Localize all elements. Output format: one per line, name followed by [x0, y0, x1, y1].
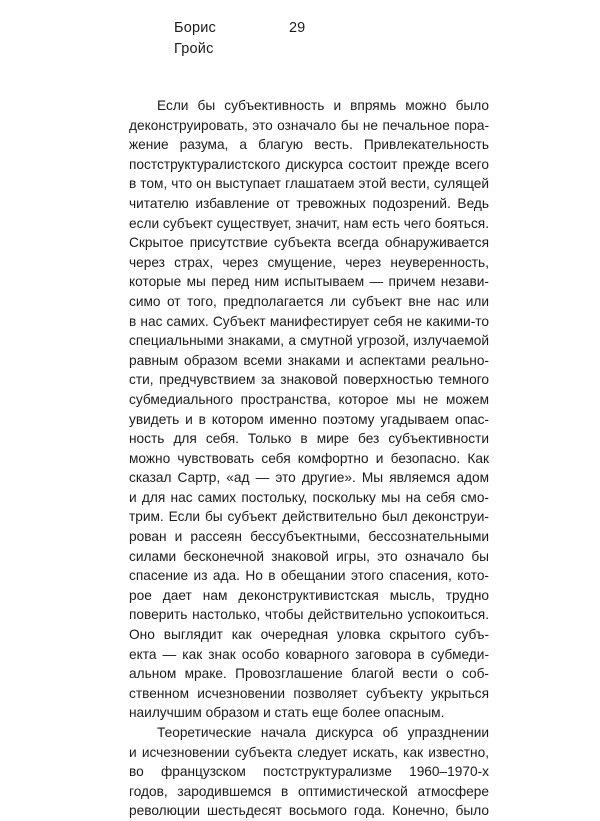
body-text: [129, 96, 489, 821]
text-line: в том, что он выступает глашатаем этой вести, сулящей: [129, 176, 489, 192]
text-line: альном мраке. Провозглашение благой вести о соб-: [129, 666, 489, 682]
text-line: и для нас самих постольку, поскольку мы на себя смо-: [129, 489, 489, 505]
text-line: деконструировать, это означало бы не печальное пора-: [129, 117, 489, 133]
text-line: поверить настолько, чтобы действительно успокоиться.: [129, 607, 489, 623]
text-line: спасение из ада. Но в обещании этого спасения, кото-: [129, 568, 489, 584]
text-line: постструктуралистского дискурса состоит прежде всего: [129, 156, 489, 172]
text-line: сти, предчувствием за знаковой поверхностью темного: [129, 372, 489, 388]
text-line: годов, зародившемся в оптимистической атмосфере: [129, 783, 489, 799]
text-line: увидеть и в котором именно поэтому угадываем опас-: [129, 411, 489, 427]
author-first-name: Борис: [174, 20, 216, 36]
text-line: жение разума, а благую весть. Привлекательность: [129, 137, 489, 153]
running-header-author: [174, 18, 216, 60]
text-line: если субъект существует, значит, нам есть чего бояться.: [129, 215, 489, 231]
text-line: читателю избавление от тревожных подозрений. Ведь: [129, 195, 489, 211]
text-line: трим. Если бы субъект действительно был деконструи-: [129, 509, 489, 525]
text-line: в нас самих. Субъект манифестирует себя не какими-то: [129, 313, 489, 329]
text-line: сказал Сартр, «ад — это другие». Мы являемся адом: [129, 470, 489, 486]
text-line: можно чувствовать себя комфортно и безопасно. Как: [129, 450, 489, 466]
author-last-name: Гройс: [174, 41, 214, 57]
text-line: ность для себя. Только в мире без субъективности: [129, 431, 489, 447]
text-line: наилучшим образом и стать еще более опасным.: [129, 705, 445, 721]
text-line: рован и рассеян бессубъектными, бессознательными: [129, 529, 489, 545]
text-line: революции шестьдесят восьмого года. Конечно, было: [129, 803, 489, 819]
page-number: 29: [289, 20, 306, 36]
text-line: рое дает нам деконструктивистская мысль, трудно: [129, 587, 489, 603]
text-line: ственном исчезновении позволяет субъекту укрыться: [129, 685, 489, 701]
text-line: и исчезновении субъекта следует искать, как известно,: [129, 744, 489, 760]
text-line: которые мы перед ним испытываем — причем незави-: [129, 274, 489, 290]
text-line: равным образом всеми знаками и аспектами реально-: [129, 352, 489, 368]
text-line: Скрытое присутствие субъекта всегда обнаруживается: [129, 235, 489, 251]
text-line: екта — как знак особо коварного заговора в субмеди-: [129, 646, 489, 662]
text-line: специальными знаками, а смутной угрозой, излучаемой: [129, 333, 489, 349]
text-line: силами бесконечной знаковой игры, это означало бы: [129, 548, 489, 564]
text-line: через страх, через смущение, через неуверенность,: [129, 254, 489, 270]
text-line: симо от того, предполагается ли субъект вне нас или: [129, 293, 489, 309]
text-line: Оно выглядит как очередная уловка скрытого субъ-: [129, 627, 489, 643]
text-line: Теоретические начала дискурса об упразднении: [157, 725, 489, 740]
text-line: Если бы субъективность и впрямь можно было: [157, 98, 489, 113]
text-line: субмедиального пространства, которое мы не можем: [129, 391, 489, 407]
text-line: во французском постструктурализме 1960–1970-х: [129, 764, 489, 780]
